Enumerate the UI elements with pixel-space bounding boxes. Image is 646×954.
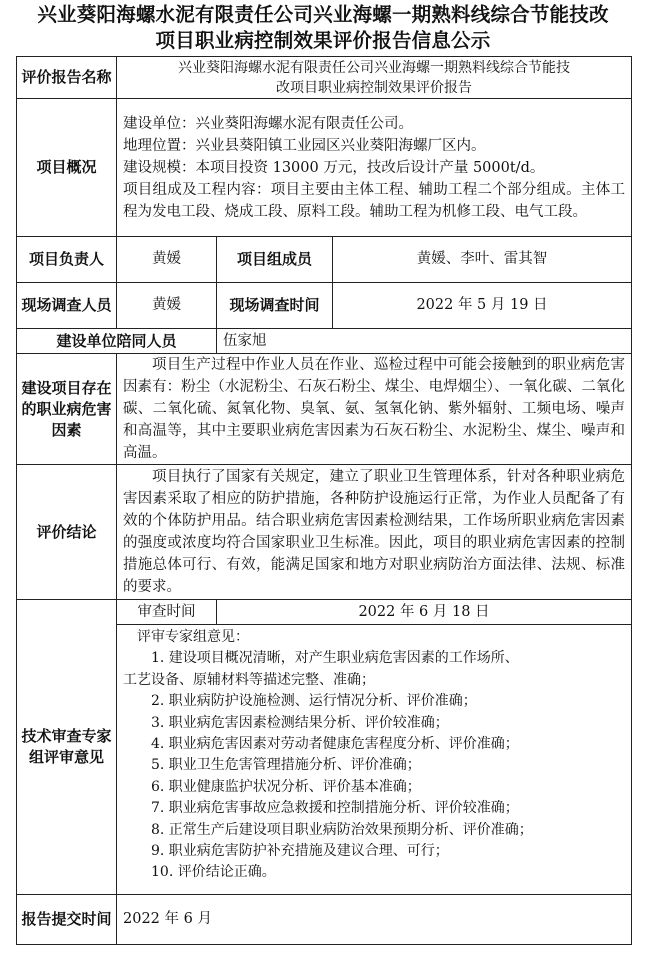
row-review-time xyxy=(17,600,632,625)
overview-location: 地理位置：兴业县葵阳镇工业园区兴业葵阳海螺厂区内。 xyxy=(123,137,486,154)
review-time-label: 审查时间 xyxy=(117,600,217,625)
report-name-line-2: 改项目职业病控制效果评价报告 xyxy=(276,79,472,96)
leader-name: 黄媛 xyxy=(117,237,217,283)
overview-content xyxy=(117,99,632,237)
title-line-1: 兴业葵阳海螺水泥有限责任公司兴业海螺一期熟料线综合节能技改 xyxy=(37,3,609,26)
opinion-title: 评审专家组意见： xyxy=(137,629,249,645)
opinion-item: 7. 职业病危害事故应急救援和控制措施分析、评价较准确； xyxy=(151,800,519,817)
overview-composition: 项目组成及工程内容：项目主要由主体工程、辅助工程二个部分组成。主体工程为发电工段、烧成工段、原料工段。辅助工程为机修工段、电气工段。 xyxy=(123,181,625,220)
opinion-item: 工艺设备、原辅材料等描述完整、准确； xyxy=(123,671,375,688)
row-leader xyxy=(17,237,632,283)
opinion-item: 10. 评价结论正确。 xyxy=(151,864,276,881)
survey-label: 现场调查人员 xyxy=(17,283,117,329)
disclosure-table xyxy=(16,56,632,945)
members-label: 项目组成员 xyxy=(217,237,333,283)
members-value: 黄媛、李叶、雷其智 xyxy=(333,237,632,283)
row-escort xyxy=(17,329,632,354)
opinion-item: 4. 职业病危害因素对劳动者健康危害程度分析、评价准确； xyxy=(151,736,519,753)
title-line-2: 项目职业病控制效果评价报告信息公示 xyxy=(155,29,491,52)
opinion-item: 9. 职业病危害防护补充措施及建议合理、可行； xyxy=(151,843,449,860)
page-title xyxy=(0,2,646,54)
escort-label: 建设单位陪同人员 xyxy=(17,329,217,354)
row-hazards xyxy=(17,354,632,465)
opinion-item: 1. 建设项目概况清晰，对产生职业病危害因素的工作场所、 xyxy=(151,650,519,667)
row-survey xyxy=(17,283,632,329)
survey-time-label: 现场调查时间 xyxy=(217,283,333,329)
overview-label: 项目概况 xyxy=(17,99,117,237)
report-name-value xyxy=(117,57,632,99)
opinion-item: 6. 职业健康监护状况分析、评价基本准确； xyxy=(151,778,421,795)
review-opinion xyxy=(117,625,632,895)
overview-unit: 建设单位：兴业葵阳海螺水泥有限责任公司。 xyxy=(123,115,413,132)
report-name-label: 评价报告名称 xyxy=(17,57,117,99)
submit-label: 报告提交时间 xyxy=(17,895,117,945)
opinion-item: 8. 正常生产后建设项目职业病防治效果预期分析、评价准确； xyxy=(151,821,533,838)
conclusion-label: 评价结论 xyxy=(17,465,117,600)
review-label: 技术审查专家组评审意见 xyxy=(17,600,117,895)
opinion-item: 2. 职业病防护设施检测、运行情况分析、评价准确； xyxy=(151,693,477,710)
opinion-item: 3. 职业病危害因素检测结果分析、评价较准确； xyxy=(151,714,449,731)
escort-name: 伍家旭 xyxy=(217,329,632,354)
review-time-value: 2022 年 6 月 18 日 xyxy=(217,600,632,625)
conclusion-text: 项目执行了国家有关规定，建立了职业卫生管理体系，针对各种职业病危害因素采取了相应的防护措施，各种防护设施运行正常，为作业人员配备了有效的个体防护用品。结合职业病危害因素检测结果，工作场所职业病危害因素的强度或浓度均符合国家职业卫生标准。因此，项目的职业病危害因素的控制措施总体可行、有效，能满足国家和地方对职业病防治方面法律、法规、标准的要求。 xyxy=(117,465,632,600)
row-report-name xyxy=(17,57,632,99)
row-submit xyxy=(17,895,632,945)
report-name-line-1: 兴业葵阳海螺水泥有限责任公司兴业海螺一期熟料线综合节能技 xyxy=(178,59,570,76)
hazards-label: 建设项目存在的职业病危害因素 xyxy=(17,354,117,465)
row-conclusion xyxy=(17,465,632,600)
survey-time-value: 2022 年 5 月 19 日 xyxy=(333,283,632,329)
leader-label: 项目负责人 xyxy=(17,237,117,283)
hazards-text: 项目生产过程中作业人员在作业、巡检过程中可能会接触到的职业病危害因素有：粉尘（水泥粉尘、石灰石粉尘、煤尘、电焊烟尘）、一氧化碳、二氧化碳、二氧化硫、氮氧化物、臭氧、氨、氢氧化钠、紫外辐射、工频电场、噪声和高温等，其中主要职业病危害因素为石灰石粉尘、水泥粉尘、煤尘、噪声和高温。 xyxy=(117,354,632,465)
row-overview xyxy=(17,99,632,237)
overview-scale: 建设规模：本项目投资 13000 万元，技改后设计产量 5000t/d。 xyxy=(123,159,545,176)
opinion-item: 5. 职业卫生危害管理措施分析、评价准确； xyxy=(151,757,421,774)
survey-name: 黄媛 xyxy=(117,283,217,329)
submit-value: 2022 年 6 月 xyxy=(117,895,632,945)
